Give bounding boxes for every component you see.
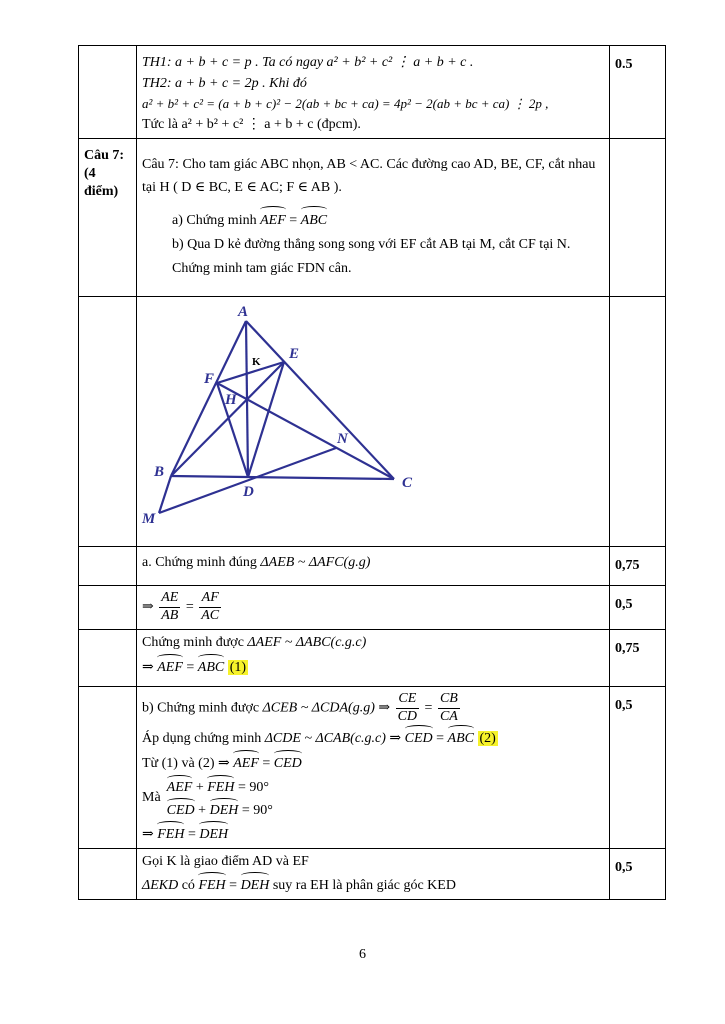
- label-k: K: [252, 356, 261, 369]
- score-cell: 0,5: [610, 586, 666, 630]
- label-d: D: [243, 484, 254, 501]
- score-cell: 0,5: [610, 686, 666, 848]
- label-a: A: [238, 304, 249, 321]
- label-m: M: [142, 511, 156, 528]
- part-a: a) Chứng minh AEF = ABC: [142, 206, 604, 233]
- th2-equation: a² + b² + c² = (a + b + c)² − 2(ab + bc + ca) = 4p² − 2(ab + bc + ca) ⋮ 2p ,: [142, 96, 549, 111]
- angle-aef: AEF: [260, 206, 286, 233]
- segment-bm: [159, 476, 171, 513]
- solution-table: [78, 45, 666, 900]
- segment-bc: [171, 476, 394, 479]
- table-row: ⇒ $\frac{AE}{AB}$ = $\frac{AF}{AC}$ 0,5: [79, 586, 666, 630]
- label-h: H: [225, 392, 237, 409]
- problem-statement: Câu 7: Cho tam giác ABC nhọn, AB < AC. Các đường cao AD, BE, CF, cắt nhau tại H ( D ∈ BC, E ∈ AC; F ∈ AB ).: [142, 156, 596, 196]
- score-cell: 0,75: [610, 630, 666, 687]
- score-cell: 0.5: [610, 46, 666, 139]
- table-row: [79, 297, 666, 547]
- label-b: B: [154, 464, 165, 481]
- label-c: C: [402, 475, 413, 492]
- table-row: b) Chứng minh được ΔCEB ~ ΔCDA(g.g) ⇒ $\frac{CE}{CD}$ = $\frac{CB}{CA}$ Áp dụng chứng minh ΔCDE ~ ΔCAB(c.g.c) ⇒ CED = ABC (2) Từ (1) và (2) ⇒ AEF = CED Mà AEF + FEH = 90° CED + DEH = 90° ⇒ FEH = DEH 0,5: [79, 686, 666, 848]
- part-b: b) Qua D kẻ đường thẳng song song với EF cắt AB tại M, cắt CF tại N. Chứng minh tam giác FDN cân.: [172, 236, 571, 276]
- label-e: E: [289, 346, 300, 363]
- segment-ac: [246, 321, 394, 479]
- table-row: [79, 46, 666, 139]
- score-cell: 0,75: [610, 547, 666, 586]
- page: [78, 45, 650, 900]
- question-label: Câu 7:(4 điểm): [79, 138, 137, 297]
- table-row: Chứng minh được ΔAEF ~ ΔABC(c.g.c) ⇒ AEF = ABC (1) 0,75: [79, 630, 666, 687]
- triangle-figure: [137, 297, 599, 539]
- mark-1: (1): [229, 660, 247, 676]
- score-cell: 0,5: [610, 849, 666, 900]
- table-row: [79, 138, 666, 297]
- page-number: 6: [359, 947, 366, 962]
- angle-abc: ABC: [301, 206, 327, 233]
- label-n: N: [337, 431, 348, 448]
- label-f: F: [204, 371, 215, 388]
- conclusion-line: Tức là a² + b² + c² ⋮ a + b + c (đpcm).: [142, 116, 361, 132]
- table-row: a. Chứng minh đúng ΔAEB ~ ΔAFC(g.g) 0,75: [79, 547, 666, 586]
- mark-2: (2): [479, 731, 496, 747]
- table-row: Gọi K là giao điểm AD và EF ΔEKD có FEH = DEH suy ra EH là phân giác góc KED 0,5: [79, 849, 666, 900]
- th2-line: TH2: a + b + c = 2p . Khi đó: [142, 76, 307, 91]
- figure-cell: [137, 297, 610, 547]
- th1-line: TH1: a + b + c = p . Ta có ngay a² + b² + c² ⋮ a + b + c .: [142, 55, 474, 70]
- figure-lines: [159, 321, 394, 513]
